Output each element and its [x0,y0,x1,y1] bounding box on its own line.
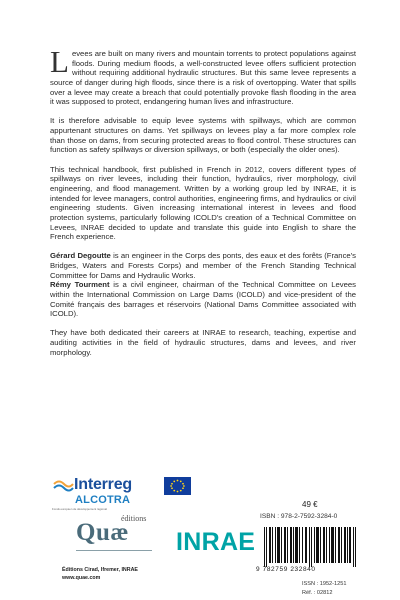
quae-logo [68,514,158,564]
barcode-icon [264,527,356,567]
closing-paragraph: They have both dedicated their careers at INRAE to research, teaching, expertise and auditing activities in the field of hydraulic structures, dams and levees, and river morphology. [50,328,356,357]
isbn: ISBN : 978-2-7592-3284-0 [260,513,338,520]
author-name-2: Rémy Tourment [50,280,110,290]
fund-caption: Fonds européen de développement régional [52,507,107,511]
interreg-wave-icon [52,478,74,494]
dropcap-letter: L [50,44,69,79]
paragraph-2: It is therefore advisable to equip levee systems with spillways, which are common appurtenant structures on dams. Yet spillways on levees play a far more complex role than those on dams, from securing protected areas to flood control. These structures can function as safety spillways or diversion spillways, or both (especially the older ones). [50,116,356,155]
interreg-logo [52,476,202,512]
alcotra-wordmark: ALCOTRA [75,494,131,506]
author-bio-2 [50,280,356,319]
author-bio-text-1: is an engineer in the Corps des ponts, des eaux et des forêts (France's Bridges, Waters and Forests Corps) and member of the French Standing Technical Committee for Dams and Hydraulic Works. [50,251,356,280]
paragraph-3: This technical handbook, first published in French in 2012, covers different types of spillways on river levees, including their function, hydraulics, river morphology, civil engineering, and flood management. Written by a working group led by INRAE, it is intended for levee managers, control authorities, engineering firms, and hydraulics or civil engineering students. Given increasing international interest in levees and flood protection systems, particularly following ICOLD's creation of a Technical Committee on Levees, INRAE decided to update and translate this guide into English to share the French experience. [50,164,356,242]
reference-number: Réf. : 02812 [302,590,333,596]
quae-underline [76,550,152,551]
paragraph-1 [50,44,356,107]
interreg-wordmark: Interreg [74,476,132,493]
inrae-logo: INRAE [176,528,256,556]
eu-flag-icon [164,477,191,495]
price: 49 € [302,500,318,509]
barcode-digits: 9 782759 232840 [256,566,316,573]
author-name-1: Gérard Degoutte [50,251,111,261]
paragraph-1-text: evees are built on many rivers and mountain torrents to protect populations against floods. During medium floods, a well-constructed levee offers sufficient protection without requiring additional hydraulic structures. But this same levee represents a source of danger during high floods, since there is a risk of overtopping. Water that spills over a levee may create a breach that could potentially provoke flash flooding in the area it was supposed to protect, endangering human lives and infrastructure. [50,49,356,107]
quae-wordmark: Quæ [76,519,129,546]
issn: ISSN : 1952-1251 [302,581,347,587]
cover-text [50,44,356,367]
editions-wordmark: éditions [121,514,147,523]
author-bio-1 [50,251,356,280]
publisher-website: www.quae.com [62,575,101,581]
publisher-name: Éditions Cirad, Ifremer, INRAE [62,567,138,573]
author-bio-text-2: is a civil engineer, chairman of the Technical Committee on Levees within the International Commission on Large Dams (ICOLD) and vice-president of the Comité français des barrages et réservoirs (National Dams Committee associated with ICOLD). [50,280,356,319]
